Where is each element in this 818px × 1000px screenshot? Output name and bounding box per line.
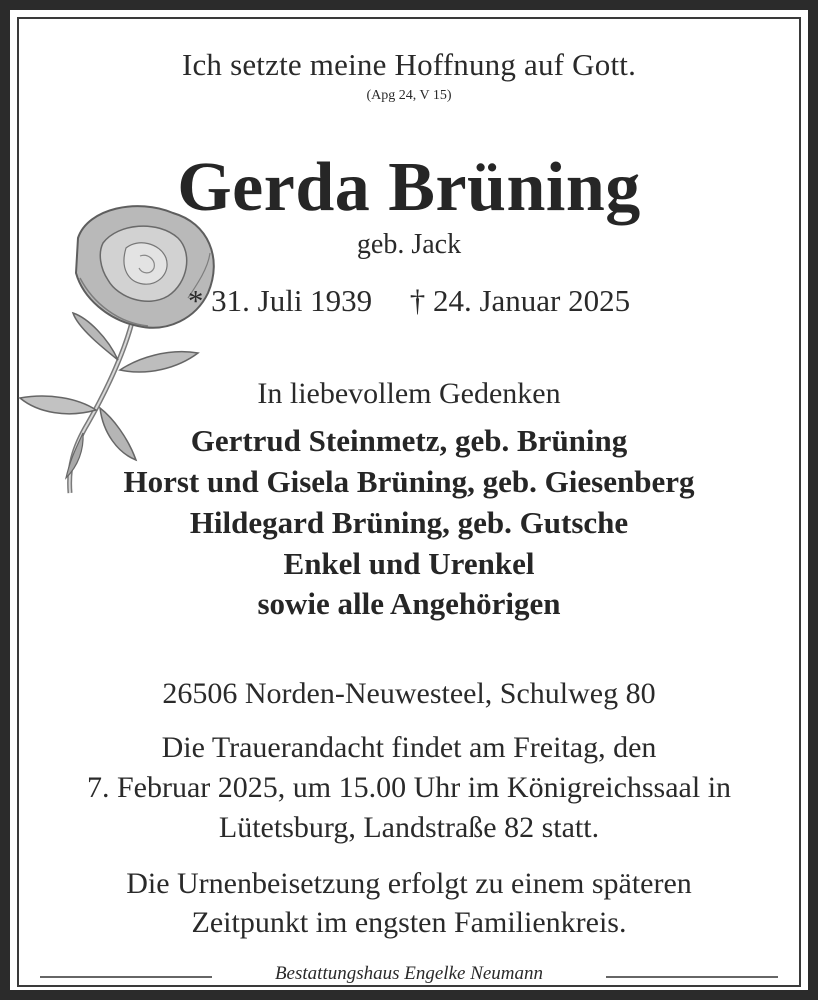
footer-divider-right: [606, 976, 778, 978]
birth-date: 31. Juli 1939: [211, 283, 373, 318]
mourner-line: Horst und Gisela Brüning, geb. Giesenberg: [123, 464, 695, 499]
ceremony-line: 7. Februar 2025, um 15.00 Uhr im Königreichssaal in: [86, 771, 732, 804]
ceremony-line: Lütetsburg, Landstraße 82 statt.: [218, 811, 600, 844]
mourner-line: Hildegard Brüning, geb. Gutsche: [189, 505, 629, 540]
bible-motto: Ich setzte meine Hoffnung auf Gott.: [181, 47, 637, 82]
bible-citation: (Apg 24, V 15): [366, 88, 452, 103]
birth-symbol: *: [187, 283, 204, 318]
birth-name: geb. Jack: [356, 229, 462, 260]
mourner-line: Gertrud Steinmetz, geb. Brüning: [190, 423, 628, 458]
ceremony-line: Die Trauerandacht findet am Freitag, den: [161, 731, 657, 764]
funeral-home-credit: Bestattungshaus Engelke Neumann: [274, 963, 544, 984]
remembrance-line: In liebevollem Gedenken: [257, 377, 561, 410]
life-dates: [0, 283, 818, 319]
family-address: 26506 Norden-Neuwesteel, Schulweg 80: [162, 677, 656, 710]
mourner-line: sowie alle Angehörigen: [257, 586, 561, 621]
death-date: 24. Januar 2025: [432, 283, 631, 318]
urn-burial-line: Die Urnenbeisetzung erfolgt zu einem späteren: [126, 867, 692, 900]
deceased-name: Gerda Brüning: [177, 149, 641, 226]
urn-burial-line: Zeitpunkt im engsten Familienkreis.: [191, 906, 627, 939]
death-symbol: †: [409, 283, 426, 318]
mourner-line: Enkel und Urenkel: [283, 546, 535, 581]
